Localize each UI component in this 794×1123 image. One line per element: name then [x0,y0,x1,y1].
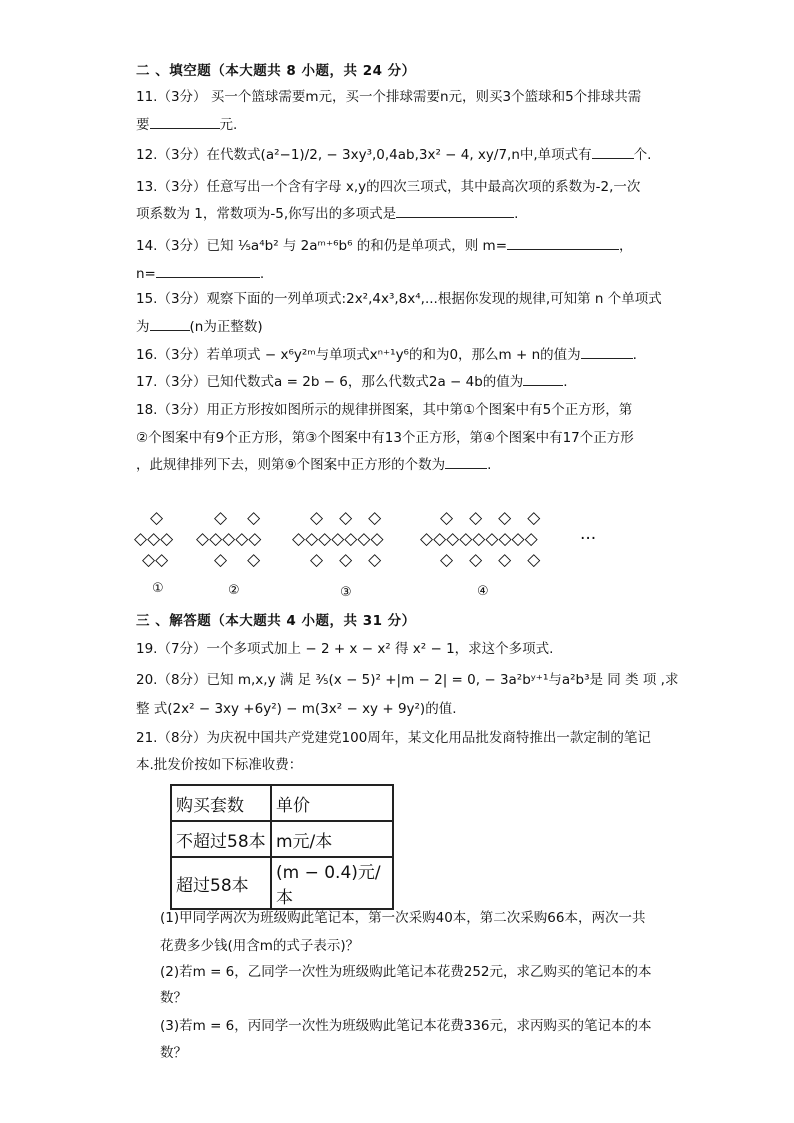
question-18-line3 [136,456,491,474]
question-11-line1: 11.（3分） 买一个篮球需要m元，买一个排球需要n元，则买3个篮球和5个排球共需 [136,89,642,105]
question-20-line2: 整 式(2x² − 3xy +6y²) − m(3x² − xy + 9y²)的值. [136,701,457,717]
question-21-line1: 21.（8分）为庆祝中国共产党建党100周年，某文化用品批发商特推出一款定制的笔记 [136,730,651,746]
question-13-suffix: . [514,206,519,222]
question-21-sub2-line2: 数？ [160,990,187,1006]
figure-label-4: ④ [477,584,489,599]
question-18-text: ，此规律排列下去，则第⑨个图案中正方形的个数为 [136,457,446,473]
question-14-line2 [136,265,264,283]
question-11-line2 [136,116,237,134]
question-13-text: 项系数为 1，常数项为-5,你写出的多项式是 [136,206,397,222]
diamond-icon: ◇ [150,508,164,528]
question-11-suffix: 元. [219,117,238,133]
diamond-icon: ◇◇ [142,550,169,570]
question-18-line2: ②个图案中有9个正方形，第③个图案中有13个正方形，第④个图案中有17个正方形 [136,430,634,446]
answer-blank-15 [150,318,190,331]
question-17-text: 17.（3分）已知代数式a = 2b − 6，那么代数式2a − 4b的值为 [136,374,524,390]
figure-label-1: ① [152,581,164,596]
figure-label-3: ③ [340,585,352,600]
table-cell: (m − 0.4)元/本 [271,857,393,909]
figure-label-2: ② [228,583,240,598]
table-row [171,821,393,857]
question-18-line1: 18.（3分）用正方形按如图所示的规律拼图案，其中第①个图案中有5个正方形，第 [136,402,633,418]
price-table [170,784,394,910]
question-12-text: 12.（3分）在代数式(a²−1)/2, − 3xy³,0,4ab,3x² − 4, xy/7,n中,单项式有 [136,147,592,163]
diamond-icon: ◇◇ [214,508,281,528]
table-header-row [171,785,393,821]
diamond-icon: ◇◇◇◇◇◇◇◇◇ [420,529,538,549]
question-21-sub3-line1: (3)若m = 6，丙同学一次性为班级购此笔记本花费336元，求丙购买的笔记本的本 [160,1018,652,1034]
question-16 [136,346,637,364]
table-header-cell: 购买套数 [171,785,271,821]
answer-blank-13 [396,205,514,218]
question-13-line2 [136,205,518,223]
question-18-suffix: . [487,457,492,473]
table-header-cell: 单价 [271,785,393,821]
section-header-answer: 三 、解答题（本大题共 4 小题，共 31 分） [136,613,416,629]
question-21-sub1-line2: 花费多少钱(用含m的式子表示)？ [160,938,360,954]
answer-blank-17 [523,373,563,386]
question-12-suffix: 个. [633,147,652,163]
diamond-icon: ◇◇◇◇◇ [196,529,262,549]
question-21-line2: 本.批发价按如下标准收费： [136,757,303,773]
answer-blank-14-n [156,265,260,278]
question-15-suffix: (n为正整数) [189,319,263,335]
answer-blank-12 [592,146,634,159]
answer-blank-11 [150,116,220,129]
table-cell: m元/本 [271,821,393,857]
diamond-icon: ◇◇◇◇◇◇◇ [292,529,384,549]
question-14-n-label: n= [136,266,156,282]
question-19: 19.（7分）一个多项式加上 − 2 + x − x² 得 x² − 1，求这个多项式. [136,641,554,657]
question-15-line2 [136,318,263,336]
question-20-line1: 20.（8分）已知 m,x,y 满 足 ⅗(x − 5)² +|m − 2| = 0, − 3a²bʸ⁺¹与a²b³是 同 类 项 ,求 [136,672,679,688]
diamond-icon: ◇◇◇ [310,550,398,570]
question-16-suffix: . [632,347,637,363]
answer-blank-16 [581,346,633,359]
diamond-icon: ◇◇◇◇ [440,508,557,528]
question-17 [136,373,568,391]
question-21-sub2-line1: (2)若m = 6，乙同学一次性为班级购此笔记本花费252元，求乙购买的笔记本的本 [160,964,652,980]
question-17-suffix: . [563,374,568,390]
answer-blank-18 [445,456,487,469]
ellipsis: ··· [580,529,597,549]
diamond-icon: ◇◇◇◇ [440,550,557,570]
table-row [171,857,393,909]
question-14-suffix: . [259,266,265,282]
question-11-prefix: 要 [136,117,150,133]
question-14-text: 14.（3分）已知 ⅕a⁴b² 与 2aᵐ⁺⁶b⁶ 的和仍是单项式，则 m= [136,238,508,254]
question-12 [136,146,651,164]
question-15-prefix: 为 [136,319,150,335]
question-21-sub3-line2: 数？ [160,1045,187,1061]
diamond-icon: ◇◇◇ [134,529,174,549]
table-cell: 超过58本 [171,857,271,909]
question-16-text: 16.（3分）若单项式 − x⁶y²ᵐ与单项式xⁿ⁺¹y⁶的和为0，那么m + n的值为 [136,347,581,363]
question-14-line1 [136,237,633,255]
diamond-icon: ◇◇◇ [310,508,398,528]
diamond-icon: ◇◇ [214,550,281,570]
question-13-line1: 13.（3分）任意写出一个含有字母 x,y的四次三项式，其中最高次项的系数为-2,一次 [136,179,641,195]
question-21-sub1-line1: (1)甲同学两次为班级购此笔记本，第一次采购40本，第二次采购66本，两次一共 [160,910,646,926]
section-header-fill-in: 二 、填空题（本大题共 8 小题，共 24 分） [136,63,416,79]
table-cell: 不超过58本 [171,821,271,857]
answer-blank-14-m [507,237,619,250]
question-14-comma: ， [619,238,633,254]
question-15-line1: 15.（3分）观察下面的一列单项式:2x²,4x³,8x⁴,...根据你发现的规律,可知第 n 个单项式 [136,291,662,307]
